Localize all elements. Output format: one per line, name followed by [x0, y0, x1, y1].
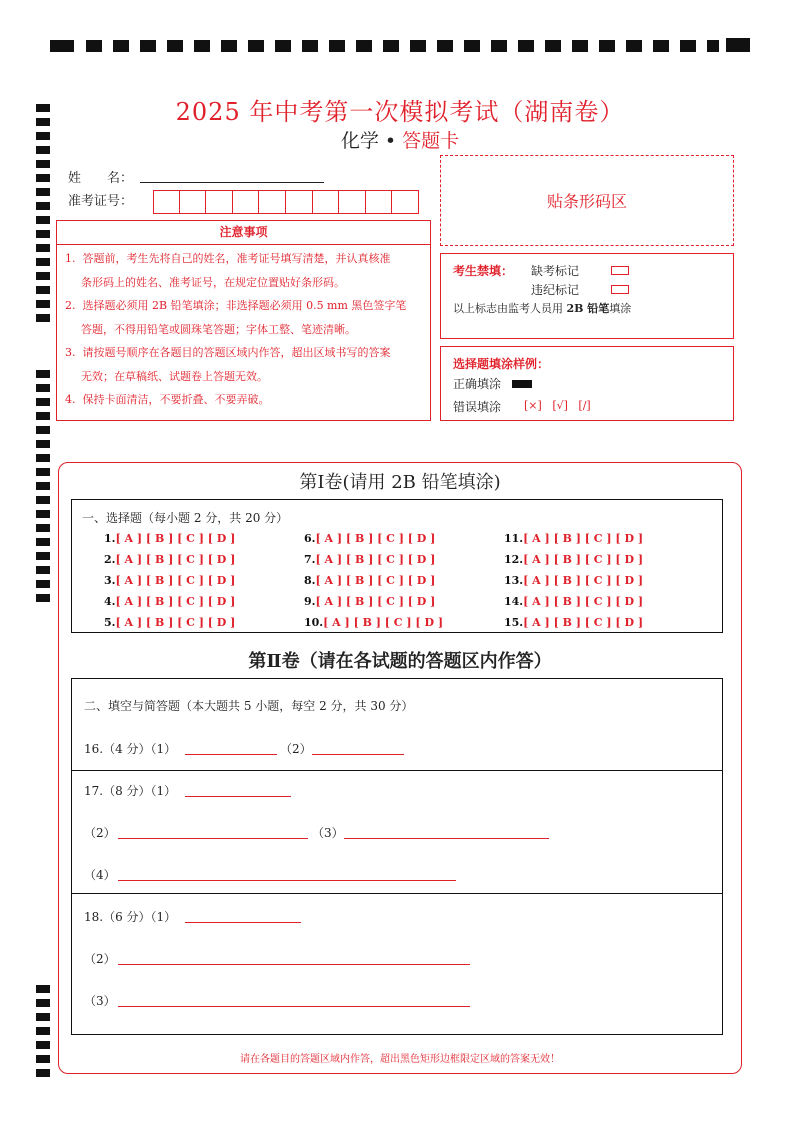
violation-mark-label: 违纪标记	[531, 283, 580, 297]
exam-id-label: 准考证号：	[68, 194, 134, 209]
wrong-fill-samples: [×] [√] [/]	[524, 399, 591, 412]
exam-id-boxes	[153, 190, 419, 214]
choice-question[interactable]: 8.[ A ] [ B ] [ C ] [ D ]	[304, 574, 436, 587]
q16-part-2-label: （2）	[280, 742, 312, 756]
choice-question[interactable]: 7.[ A ] [ B ] [ C ] [ D ]	[304, 553, 436, 566]
q18-part-3-label: （3）	[84, 994, 116, 1008]
choice-question[interactable]: 3.[ A ] [ B ] [ C ] [ D ]	[104, 574, 236, 587]
name-label: 姓 名：	[68, 171, 134, 186]
q17-blank-4[interactable]	[118, 879, 456, 881]
exam-id-digit-box[interactable]	[153, 190, 180, 214]
footer-warning: 请在各题目的答题区域内作答，超出黑色矩形边框限定区域的答案无效！	[240, 1054, 560, 1065]
q16-box	[71, 678, 723, 771]
sample-title: 选择题填涂样例：	[453, 357, 550, 371]
choice-question[interactable]: 1.[ A ] [ B ] [ C ] [ D ]	[104, 532, 236, 545]
choice-question[interactable]: 14.[ A ] [ B ] [ C ] [ D ]	[504, 595, 644, 608]
prohibited-box	[440, 253, 734, 339]
correct-fill-sample	[512, 380, 532, 388]
violation-mark-box[interactable]	[611, 285, 629, 294]
choice-question[interactable]: 12.[ A ] [ B ] [ C ] [ D ]	[504, 553, 644, 566]
q16-label: 16.（4 分）（1）	[84, 742, 177, 756]
q18-blank-1[interactable]	[185, 921, 301, 923]
exam-id-digit-box[interactable]	[180, 190, 207, 214]
multiple-choice-box	[71, 499, 723, 633]
q17-part-2-label: （2）	[84, 826, 116, 840]
q17-blank-2[interactable]	[118, 837, 308, 839]
exam-id-digit-box[interactable]	[339, 190, 366, 214]
absent-mark-label: 缺考标记	[531, 264, 580, 278]
q17-box	[71, 770, 723, 894]
note-item-1: 1. 答题前，考生先将自己的姓名，准考证号填写清楚，并认真核准 条形码上的姓名、准考证号，在规定位置贴好条形码。	[65, 252, 391, 289]
q17-part-3-label: （3）	[312, 826, 344, 840]
exam-id-digit-box[interactable]	[366, 190, 393, 214]
subtitle-answer-sheet: 答题卡	[402, 130, 460, 152]
choice-question[interactable]: 9.[ A ] [ B ] [ C ] [ D ]	[304, 595, 436, 608]
q17-part-4-label: （4）	[84, 868, 116, 882]
exam-id-digit-box[interactable]	[206, 190, 233, 214]
q16-blank-1[interactable]	[185, 753, 277, 755]
note-item-4: 4. 保持卡面清洁，不要折叠、不要弄破。	[65, 393, 270, 406]
barcode-area[interactable]	[440, 155, 734, 246]
section1-title: 第Ⅰ卷(请用 2B 铅笔填涂)	[299, 472, 501, 493]
q17-blank-3[interactable]	[344, 837, 549, 839]
sample-box	[440, 346, 734, 421]
choice-question[interactable]: 5.[ A ] [ B ] [ C ] [ D ]	[104, 616, 236, 629]
q16-blank-2[interactable]	[312, 753, 404, 755]
multiple-choice-heading: 一、选择题（每小题 2 分，共 20 分）	[82, 511, 289, 525]
correct-fill-label: 正确填涂	[453, 377, 502, 391]
choice-question[interactable]: 6.[ A ] [ B ] [ C ] [ D ]	[304, 532, 436, 545]
choice-question[interactable]: 15.[ A ] [ B ] [ C ] [ D ]	[504, 616, 644, 629]
page-title: 2025 年中考第一次模拟考试（湖南卷）	[175, 98, 625, 126]
exam-id-digit-box[interactable]	[313, 190, 340, 214]
q17-label: 17.（8 分）（1）	[84, 784, 177, 798]
page-subtitle	[0, 126, 800, 153]
q17-blank-1[interactable]	[185, 795, 291, 797]
section2-heading: 二、填空与简答题（本大题共 5 小题，每空 2 分，共 30 分）	[84, 699, 414, 713]
notes-box	[56, 220, 431, 421]
exam-id-digit-box[interactable]	[392, 190, 419, 214]
note-item-3: 3. 请按题号顺序在各题目的答题区域内作答，超出区域书写的答案 无效；在草稿纸、试题卷上答题无效。	[65, 346, 391, 383]
notes-title: 注意事项	[57, 221, 430, 245]
subtitle-subject: 化学 •	[340, 130, 397, 152]
exam-id-digit-box[interactable]	[286, 190, 313, 214]
choice-question[interactable]: 4.[ A ] [ B ] [ C ] [ D ]	[104, 595, 236, 608]
choice-question[interactable]: 11.[ A ] [ B ] [ C ] [ D ]	[504, 532, 644, 545]
section2-title: 第Ⅱ卷（请在各试题的答题区内作答）	[248, 651, 552, 672]
prohibited-note: 以上标志由监考人员用 2B 铅笔填涂	[453, 302, 632, 315]
q18-label: 18.（6 分）（1）	[84, 910, 177, 924]
q18-blank-2[interactable]	[118, 963, 470, 965]
wrong-fill-label: 错误填涂	[453, 400, 502, 414]
choice-question[interactable]: 10.[ A ] [ B ] [ C ] [ D ]	[304, 616, 444, 629]
barcode-area-label: 贴条形码区	[546, 192, 627, 211]
choice-question[interactable]: 2.[ A ] [ B ] [ C ] [ D ]	[104, 553, 236, 566]
choice-question[interactable]: 13.[ A ] [ B ] [ C ] [ D ]	[504, 574, 644, 587]
note-item-2: 2. 选择题必须用 2B 铅笔填涂；非选择题必须用 0.5 mm 黑色签字笔 答题，不得用铅笔或圆珠笔答题；字体工整、笔迹清晰。	[65, 299, 407, 336]
q18-box	[71, 893, 723, 1035]
q18-part-2-label: （2）	[84, 952, 116, 966]
exam-id-digit-box[interactable]	[259, 190, 286, 214]
absent-mark-box[interactable]	[611, 266, 629, 275]
q18-blank-3[interactable]	[118, 1005, 470, 1007]
name-field[interactable]	[140, 182, 324, 183]
exam-id-digit-box[interactable]	[233, 190, 260, 214]
prohibited-title: 考生禁填：	[453, 264, 514, 278]
